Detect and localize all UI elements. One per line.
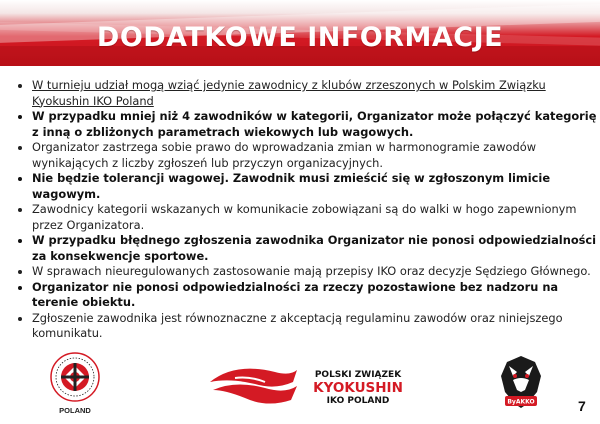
- pzk-logo-text: [298, 369, 418, 408]
- kyokushin-kanku-logo-icon: [50, 352, 100, 402]
- page-number: 7: [578, 398, 586, 414]
- list-item: • Nie będzie tolerancji wagowej. Zawodnik musi zmieścić się w zgłoszonym limicie wagowym.: [32, 171, 600, 202]
- list-item: • Zawodnicy kategorii wskazanych w komunikacie zobowiązani są do walki w hogo zapewnionym przez Organizatora.: [32, 202, 600, 233]
- byakko-label: ByAKKO: [507, 398, 535, 406]
- list-item: • W przypadku mniej niż 4 zawodników w kategorii, Organizator może połączyć kategorię z inną o zbliżonych parametrach wiekowych lub wagowych.: [32, 109, 600, 140]
- list-item: • W sprawach nieuregulowanych zastosowanie mają przepisy IKO oraz decyzje Sędziego Głównego.: [32, 264, 600, 280]
- pzk-line3: IKO POLAND: [326, 396, 390, 406]
- poland-label: POLAND: [59, 406, 91, 415]
- list-item: • W turnieju udział mogą wziąć jedynie zawodnicy z klubów zrzeszonych w Polskim Związku Kyokushin IKO Poland: [32, 78, 600, 109]
- byakko-tiger-logo-icon: [495, 352, 547, 412]
- info-list: [18, 78, 600, 342]
- list-item: • W przypadku błędnego zgłoszenia zawodnika Organizator nie ponosi odpowiedzialności za konsekwencje sportowe.: [32, 233, 600, 264]
- list-item: • Zgłoszenie zawodnika jest równoznaczne z akceptacją regulaminu zawodów oraz niniejszego komunikatu.: [32, 311, 600, 342]
- header-banner: [0, 0, 600, 66]
- pzk-line1: POLSKI ZWIĄZEK: [314, 370, 402, 380]
- page-title: DODATKOWE INFORMACJE: [96, 22, 504, 53]
- list-item: • Organizator nie ponosi odpowiedzialności za rzeczy pozostawione bez nadzoru na terenie obiektu.: [32, 280, 600, 311]
- pzk-line2: KYOKUSHIN: [313, 380, 403, 396]
- list-item: • Organizator zastrzega sobie prawo do wprowadzania zmian w harmonogramie zawodów wynikających z liczby zgłoszeń lub przyczyn organizacyjnych.: [32, 140, 600, 171]
